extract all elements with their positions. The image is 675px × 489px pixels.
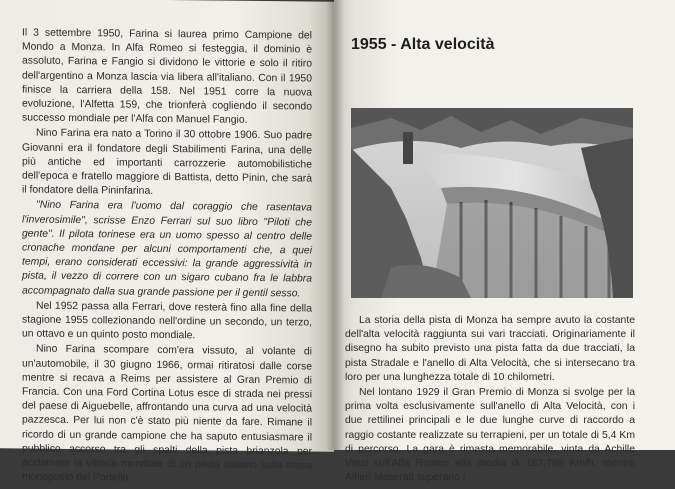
banked-track-photo <box>351 108 633 298</box>
left-paragraph-5: Nino Farina scompare com'era vissuto, al volante di un'automobile, il 30 giugno 1966, ormai ritiratosi dalle corse mentre si recava a Reims per assistere al Gran Premio di Francia. Con una Ford Cortina Lotus esce di strada nei pressi del paese di Aiguebelle, affrontando una curva ad una velocità pazzesca. Per lui non c'è stato più niente da fare. Rimane il ricordo di un grande campione che ha saputo entusiasmare il pubblico accorso tra gli spalti della pista brianzola per acclamare la vittoria mondiale di un pilota italiano sulla rossa monoposto del Portello. <box>22 344 312 484</box>
left-paragraph-4: Nel 1952 passa alla Ferrari, dove resterà fino alla fine della stagione 1955 collezionando nell'ordine un secondo, un terzo, un ottavo e un quinto posto mondiale. <box>22 300 312 342</box>
right-page-text <box>345 314 635 486</box>
left-page-text <box>22 26 312 489</box>
book-gutter <box>326 0 344 450</box>
right-paragraph-1: La storia della pista di Monza ha sempre avuto la costante dell'alta velocità raggiunta sui vari tracciati. Originariamente il disegno ha subito previsto una pista fatta da due tracciati, la pista Stradale e l'anello di Alta Velocità, che si intersecano tra loro per una lunghezza totale di 10 chilometri. <box>345 315 635 383</box>
left-paragraph-1: Il 3 settembre 1950, Farina si laurea primo Campione del Mondo a Monza. In Alfa Romeo si festeggia, il dominio è assoluto, Farina e Fangio si dividono le vittorie e solo il ritiro dell'argentino a Monza lascia via libera all'italiano. Con il 1950 finisce la carriera della 158. Nel 1951 corre la nuova evoluzione, l'Alfetta 159, che trionferà cogliendo il secondo successo mondiale per l'Alfa con Manuel Fangio. <box>22 27 312 127</box>
chapter-title: 1955 - Alta velocità <box>351 36 495 53</box>
left-page <box>0 0 334 484</box>
banked-track-photo-graphic <box>351 108 633 298</box>
left-paragraph-3: "Nino Farina era l'uomo dal coraggio che rasentava l'inverosimile", scrisse Enzo Ferrari sul suo libro "Piloti che gente". Il pilota torinese era un uomo spesso al centro delle cronache mondane per alcuni comportamenti che, a quei tempi, erano considerati eccessivi: la grande aggressività in pista, il vezzo di correre con un sigaro cubano fra le labbra accompagnato dalla sua grande passione per il gentil sesso. <box>22 200 312 300</box>
right-paragraph-2: Nel lontano 1929 il Gran Premio di Monza si svolge per la prima volta esclusivamente sull'anello di Alta Velocità, con i due rettilinei principali e le due lunghe curve di raccordo a raggio costante realizzate su terrapieni, per un totale di 5,4 Km di percorso. La gara è rimasta memorabile, vinta da Achille Varzi sull'Alfa Romeo alla media di 187,796 Km/h, mentre Alfieri Maserati superano i <box>345 387 635 484</box>
left-paragraph-2: Nino Farina era nato a Torino il 30 ottobre 1906. Suo padre Giovanni era il fondatore degli Stabilimenti Farina, una delle più antiche ed importanti carrozzerie automobilistiche dell'epoca e fratello maggiore di Battista, detto Pinin, che sarà il fondatore della Pininfarina. <box>22 128 312 198</box>
